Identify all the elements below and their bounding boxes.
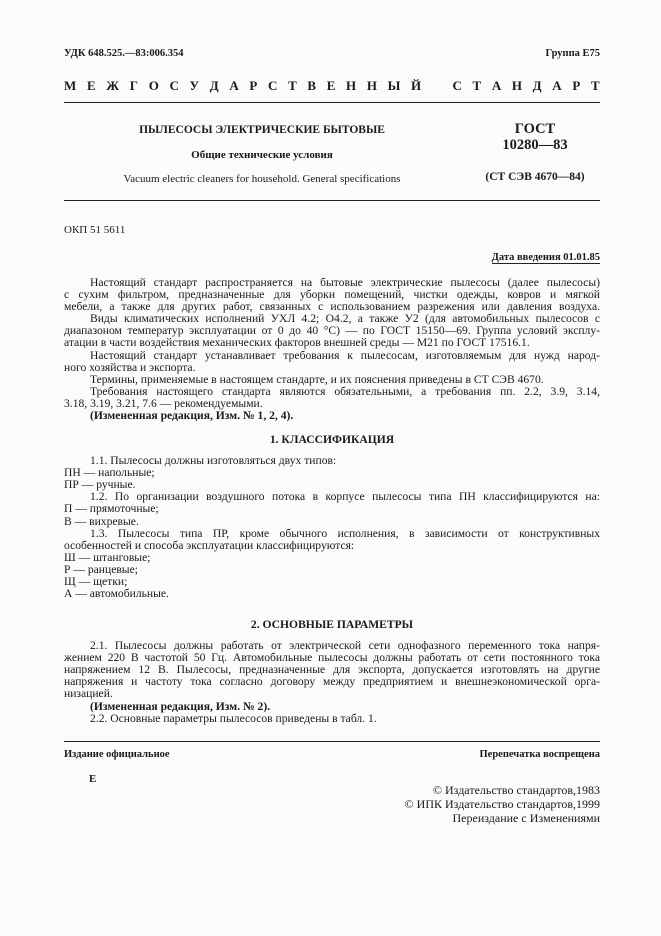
- amendment-note: (Измененная редакция, Изм. № 2).: [90, 699, 271, 713]
- standard-subtitle: Общие технические условия: [191, 149, 333, 161]
- text-line: 2.1. Пылесосы должны работать от электрической сети однофазного переменного тока напря-: [90, 639, 600, 653]
- section-title: 2. ОСНОВНЫЕ ПАРАМЕТРЫ: [250, 618, 414, 631]
- standard-title: ПЫЛЕСОСЫ ЭЛЕКТРИЧЕСКИЕ БЫТОВЫЕ: [139, 124, 385, 136]
- text-line: напряжения и частоту тока согласно договору между предприятием и внешнеэкономической орга-: [64, 675, 600, 689]
- text-line: жением 220 В частотой 50 Гц. Автомобильные пылесосы должны работать от сети постоянного тока: [64, 651, 600, 665]
- banner-letter: Р: [572, 78, 581, 93]
- amendment-note: (Измененная редакция, Изм. № 1, 2, 4).: [90, 409, 294, 423]
- section-1: [64, 434, 600, 600]
- udc-code: УДК 648.525.—83:006.354: [64, 48, 184, 59]
- text-line: Требования настоящего стандарта являются обязательными, а требования пп. 2.2, 3.9, 3.14,: [90, 384, 600, 398]
- text-line: Настоящий стандарт распространяется на бытовые электрические пылесосы (далее пылесосы): [90, 276, 600, 289]
- banner-letter: Н: [511, 78, 523, 93]
- banner-letter: С: [169, 78, 179, 93]
- text-line: с сухим фильтром, предназначенные для уборки помещений, чистки одежды, ковров и мягкой: [64, 288, 600, 302]
- banner-letter: С: [452, 78, 462, 93]
- banner-letter: М: [64, 78, 77, 93]
- cmea-standard: (СТ СЭВ 4670—84): [485, 171, 585, 183]
- text-line: атации в части воздействия механических факторов внешней среды — М21 по ГОСТ 17516.1.: [64, 336, 530, 350]
- text-line: 1.2. По организации воздушного потока в корпусе пылесосы типа ПН классифицируются на:: [90, 490, 600, 504]
- text-line: В — вихревые.: [64, 514, 139, 528]
- reprint-notice: Перепечатка воспрещена: [479, 749, 600, 760]
- banner-gap: [432, 78, 442, 94]
- banner-letter: Т: [472, 78, 482, 93]
- text-line: 1.3. Пылесосы типа ПР, кроме обычного исполнения, в зависимости от конструктивных: [90, 526, 600, 540]
- banner-letter: Ы: [387, 78, 401, 93]
- banner-letter: Д: [209, 78, 219, 93]
- text-line: 3.18, 3.19, 3.21, 7.6 — рекомендуемыми.: [64, 396, 263, 410]
- title-rule: [64, 200, 600, 201]
- edition-letter: Е: [89, 773, 97, 785]
- banner-letter: В: [307, 78, 317, 93]
- banner-letter: А: [491, 78, 502, 93]
- banner-letter: Е: [86, 78, 96, 93]
- gost-number: 10280—83: [502, 137, 568, 153]
- okp-code: ОКП 51 5611: [64, 224, 126, 236]
- banner-letter: А: [552, 78, 562, 93]
- banner-letter: Н: [366, 78, 377, 93]
- intro-text: [64, 277, 600, 422]
- text-line: напряжением 12 В. Пылесосы, предназначенные для экспорта, допускается изготовлять на другие: [64, 663, 600, 677]
- text-line: диапазоном температур эксплуатации от 0 до 40 °С) — по ГОСТ 15150—69. Группа условий эксплу-: [64, 324, 600, 338]
- banner-letter: Р: [249, 78, 258, 93]
- banner-letter: У: [189, 78, 200, 93]
- text-line: мебели, а также для других работ, связанных с использованием разрежения или давления воздуха.: [64, 300, 600, 314]
- reissue-note: Переиздание с Изменениями: [452, 811, 600, 825]
- text-line: ПН — напольные;: [64, 466, 155, 480]
- copyright-1983: © Издательство стандартов,1983: [432, 783, 600, 797]
- text-line: низацией.: [64, 687, 113, 701]
- banner-letter: О: [148, 78, 159, 93]
- english-title: Vacuum electric cleaners for household. General specifications: [123, 173, 401, 185]
- copyright-1999: © ИПК Издательство стандартов,1999: [404, 797, 600, 811]
- banner-letter: Й: [411, 78, 422, 93]
- banner-letter: Г: [129, 78, 139, 93]
- section-2: [64, 619, 600, 725]
- banner-letter: Д: [532, 78, 542, 93]
- banner-letter: Ж: [106, 78, 120, 93]
- text-line: 2.2. Основные параметры пылесосов приведены в табл. 1.: [90, 711, 377, 725]
- text-line: Р — ранцевые;: [64, 562, 138, 576]
- footer-rule: [64, 741, 600, 742]
- text-line: ПР — ручные.: [64, 478, 136, 492]
- banner-rule: [64, 102, 600, 103]
- text-line: Виды климатических исполнений УХЛ 4.2; О4.2, а также У2 (для автомобильных пылесосов с: [90, 312, 600, 326]
- interstate-standard-banner: [64, 78, 600, 94]
- text-line: П — прямоточные;: [64, 502, 159, 516]
- text-line: А — автомобильные.: [64, 587, 169, 601]
- text-line: особенностей и способа эксплуатации классифицируются:: [64, 538, 355, 552]
- banner-letter: Т: [590, 78, 600, 93]
- text-line: ного хозяйства и экспорта.: [64, 360, 196, 374]
- text-line: Ш — штанговые;: [64, 550, 151, 564]
- section-title: 1. КЛАССИФИКАЦИЯ: [269, 433, 395, 446]
- official-edition: Издание официальное: [64, 749, 170, 760]
- introduction-date: Дата введения 01.01.85: [491, 252, 600, 263]
- text-line: Настоящий стандарт устанавливает требования к пылесосам, изготовляемым для нужд народ-: [90, 348, 600, 362]
- banner-letter: А: [229, 78, 239, 93]
- text-line: Щ — щетки;: [64, 575, 128, 589]
- text-line: Термины, применяемые в настоящем стандарте, и их пояснения приведены в СТ СЭВ 4670.: [90, 372, 544, 386]
- gost-label: ГОСТ: [514, 121, 556, 137]
- banner-letter: Т: [288, 78, 297, 93]
- text-line: 1.1. Пылесосы должны изготовляться двух типов:: [90, 454, 337, 468]
- banner-letter: Е: [326, 78, 336, 93]
- banner-letter: Н: [346, 78, 357, 93]
- banner-letter: С: [268, 78, 278, 93]
- group-code: Группа Е75: [545, 48, 600, 59]
